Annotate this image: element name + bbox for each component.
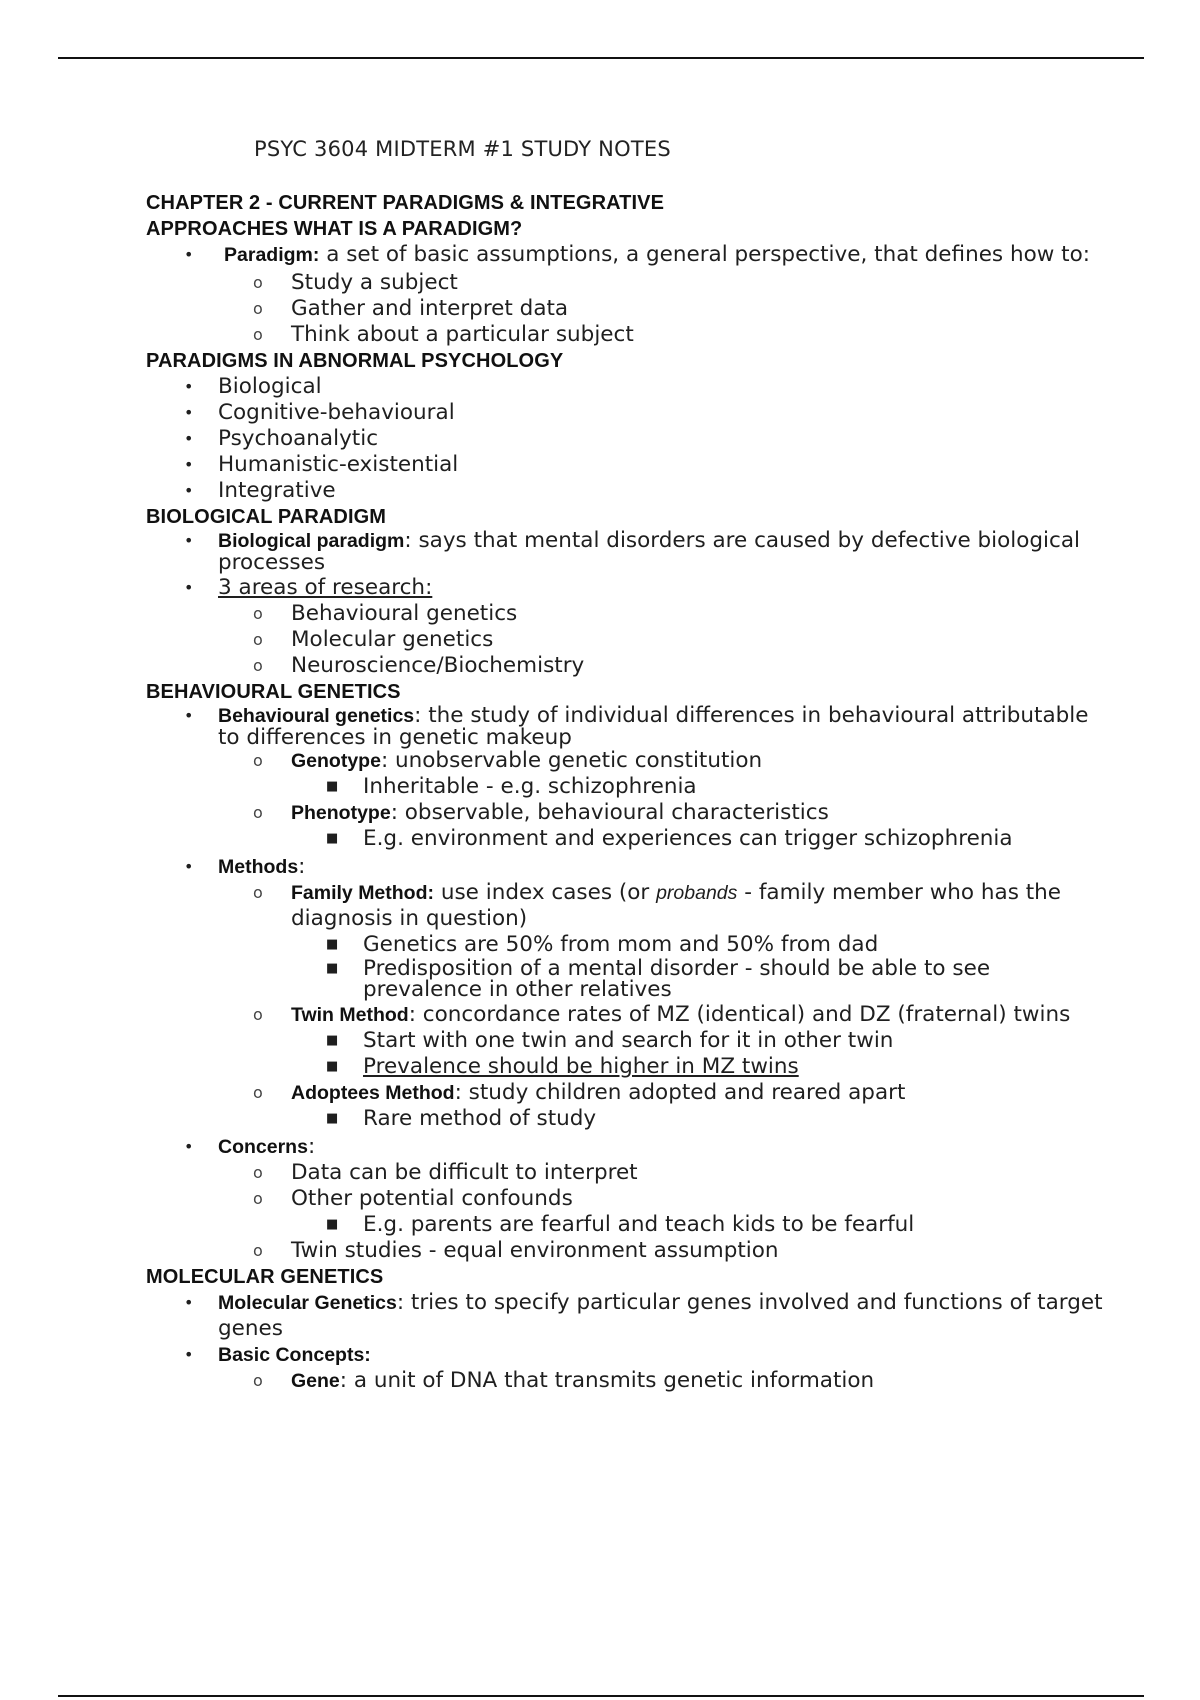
definition: : tries to specify particular genes involved and functions of target genes [218, 1290, 1103, 1341]
section-heading: BEHAVIOURAL GENETICS [146, 681, 401, 703]
bottom-rule [58, 1695, 1144, 1697]
list-item: o Think about a particular subject [253, 322, 634, 347]
term: Behavioural genetics [218, 705, 415, 727]
circle-bullet-icon: o [253, 803, 263, 822]
list-item: ■ Genetics are 50% from mom and 50% from dad [326, 932, 879, 957]
list-item: o Family Method: use index cases (or probands - family member who has the diagnosis in question) [253, 880, 1062, 931]
list-item: o Study a subject [253, 270, 458, 295]
list-item: o Gather and interpret data [253, 296, 569, 321]
definition: : says that mental disorders are caused by defective biological processes [218, 528, 1080, 575]
list-item: ■ E.g. parents are fearful and teach kids to be fearful [326, 1212, 915, 1237]
bullet-icon: • [184, 403, 194, 422]
list-item: o Molecular genetics [253, 627, 494, 652]
term: Paradigm: [224, 244, 320, 266]
list-item: • Psychoanalytic [184, 426, 379, 451]
section-heading: PARADIGMS IN ABNORMAL PSYCHOLOGY [146, 350, 564, 372]
list-item: • Concerns: [184, 1134, 316, 1159]
circle-bullet-icon: o [253, 656, 263, 675]
bullet-icon: • [184, 1345, 194, 1364]
circle-bullet-icon: o [253, 1163, 263, 1182]
term: Molecular Genetics [218, 1292, 397, 1314]
circle-bullet-icon: o [253, 630, 263, 649]
list-item: • Integrative [184, 478, 336, 503]
list-item [146, 1290, 1106, 1342]
bullet-icon: • [184, 1293, 194, 1312]
square-bullet-icon: ■ [326, 779, 339, 794]
bullet-icon: • [184, 706, 194, 725]
list-item: ■ Rare method of study [326, 1106, 597, 1131]
list-item [146, 705, 1106, 748]
list-item: • 3 areas of research: [184, 575, 433, 600]
square-bullet-icon: ■ [326, 1111, 339, 1126]
list-item: ■ Start with one twin and search for it in other twin [326, 1028, 894, 1053]
bullet-icon: • [184, 377, 194, 396]
list-item [146, 242, 1106, 268]
square-bullet-icon: ■ [326, 961, 339, 976]
circle-bullet-icon: o [253, 1083, 263, 1102]
square-bullet-icon: ■ [326, 937, 339, 952]
page-title: PSYC 3604 MIDTERM #1 STUDY NOTES [254, 137, 671, 161]
list-item: ■ Inheritable - e.g. schizophrenia [326, 774, 697, 799]
bullet-icon: • [184, 531, 194, 550]
bullet-icon: • [184, 1137, 194, 1156]
square-bullet-icon: ■ [326, 1059, 339, 1074]
circle-bullet-icon: o [253, 273, 263, 292]
circle-bullet-icon: o [253, 325, 263, 344]
notes-content [146, 190, 1106, 1394]
list-item: o Data can be difficult to interpret [253, 1160, 638, 1185]
circle-bullet-icon: o [253, 1371, 263, 1390]
list-item: ■ Predisposition of a mental disorder - should be able to see prevalence in other relatives [326, 956, 991, 1002]
bullet-icon: • [184, 455, 194, 474]
bullet-icon: • [184, 857, 194, 876]
list-item: o Adoptees Method: study children adopted and reared apart [253, 1080, 906, 1105]
list-item: o Phenotype: observable, behavioural characteristics [253, 800, 829, 825]
list-item: ■ E.g. environment and experiences can trigger schizophrenia [326, 826, 1013, 851]
list-item: ■ Prevalence should be higher in MZ twins [326, 1054, 799, 1079]
circle-bullet-icon: o [253, 604, 263, 623]
list-item: o Gene: a unit of DNA that transmits genetic information [253, 1368, 875, 1393]
circle-bullet-icon: o [253, 299, 263, 318]
list-item: o Other potential confounds [253, 1186, 573, 1211]
list-item: o Twin studies - equal environment assumption [253, 1238, 779, 1263]
list-item: • Humanistic-existential [184, 452, 459, 477]
definition: a set of basic assumptions, a general perspective, that defines how to: [319, 242, 1090, 267]
list-item: o Twin Method: concordance rates of MZ (identical) and DZ (fraternal) twins [253, 1002, 1071, 1027]
list-item: • Basic Concepts: [184, 1344, 371, 1366]
list-item: o Behavioural genetics [253, 601, 518, 626]
bullet-icon: • [184, 245, 194, 264]
circle-bullet-icon: o [253, 883, 263, 902]
square-bullet-icon: ■ [326, 831, 339, 846]
list-item: • Cognitive-behavioural [184, 400, 455, 425]
circle-bullet-icon: o [253, 1005, 263, 1024]
term: Biological paradigm [218, 530, 405, 552]
circle-bullet-icon: o [253, 1189, 263, 1208]
definition: : the study of individual differences in behavioural attributable to differences in genetic makeup [218, 703, 1089, 750]
circle-bullet-icon: o [253, 1241, 263, 1260]
circle-bullet-icon: o [253, 751, 263, 770]
bullet-icon: • [184, 429, 194, 448]
chapter-heading: CHAPTER 2 - CURRENT PARADIGMS & INTEGRATIVE APPROACHES WHAT IS A PARADIGM? [146, 192, 665, 240]
list-item [146, 530, 1106, 573]
section-heading: BIOLOGICAL PARADIGM [146, 506, 387, 528]
square-bullet-icon: ■ [326, 1033, 339, 1048]
list-item: • Biological [184, 374, 322, 399]
square-bullet-icon: ■ [326, 1217, 339, 1232]
top-rule [58, 57, 1144, 59]
list-item: o Neuroscience/Biochemistry [253, 653, 585, 678]
list-item: o Genotype: unobservable genetic constitution [253, 748, 763, 773]
section-heading: MOLECULAR GENETICS [146, 1266, 384, 1288]
list-item: • Methods: [184, 854, 306, 879]
bullet-icon: • [184, 481, 194, 500]
bullet-icon: • [184, 578, 194, 597]
